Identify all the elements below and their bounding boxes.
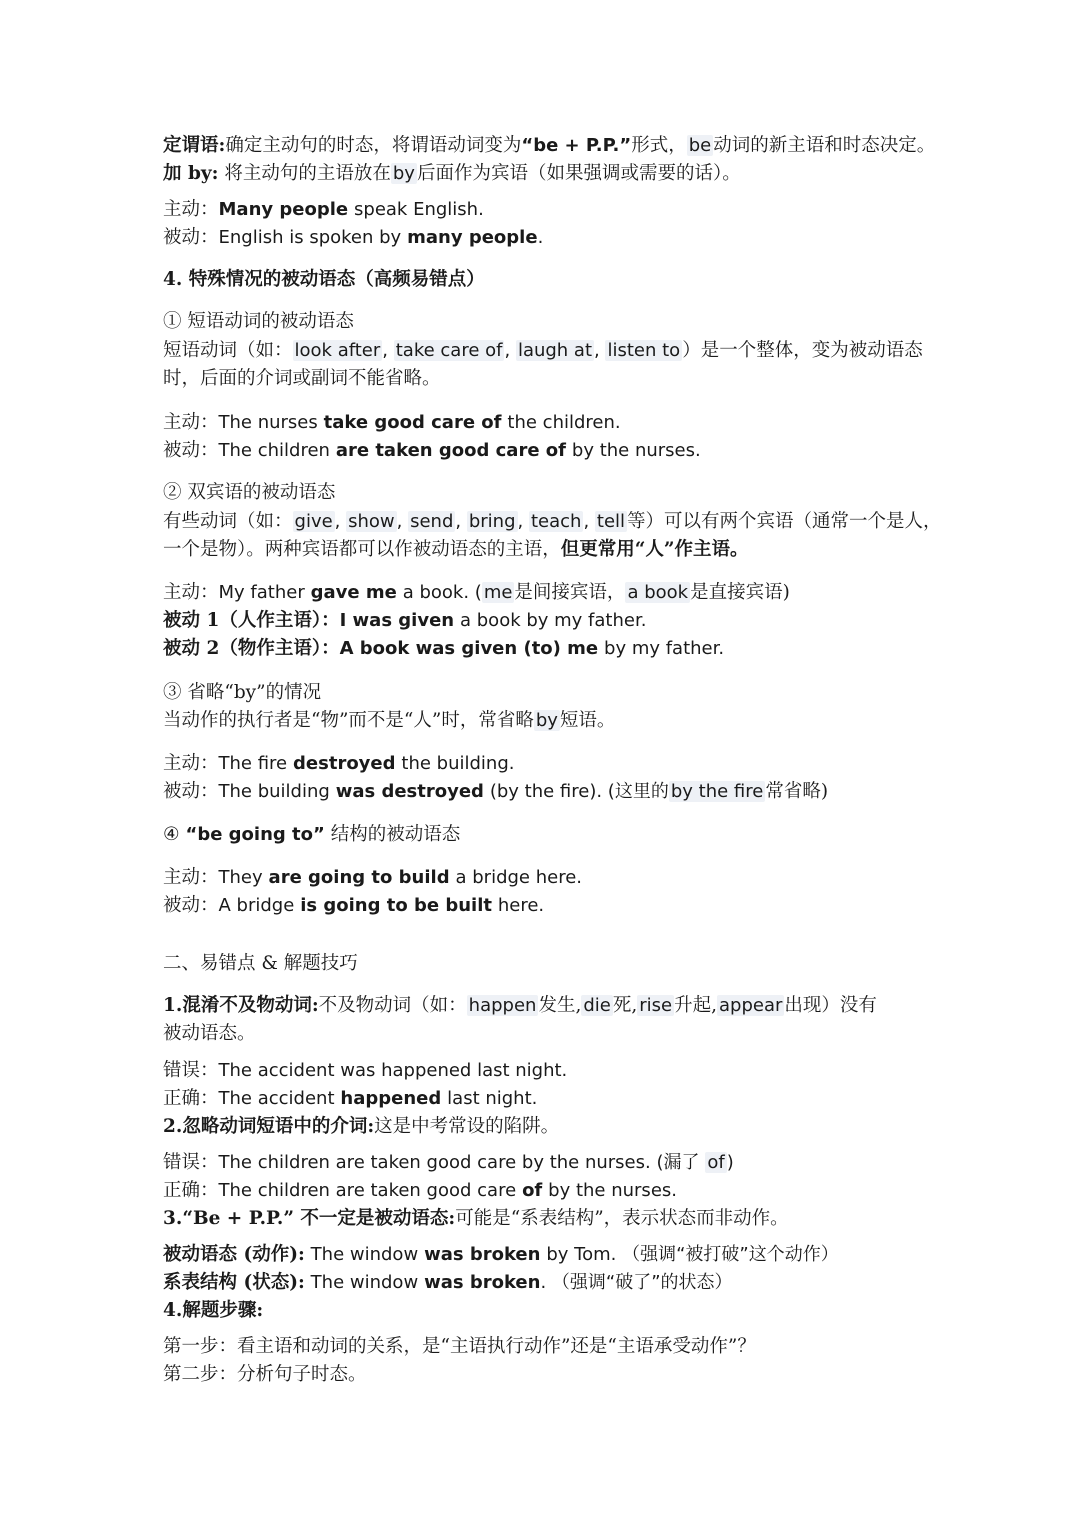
rule-predicate: 定谓语:确定主动句的时态，将谓语动词变为“be + P.P.”形式， be 动词的新主语和时态决定。 [163, 135, 936, 156]
part2-step2: 第二步：分析句子时态。 [163, 1364, 367, 1385]
s3-title: ③ 省略“by”的情况 [163, 682, 322, 703]
s3-desc: 当动作的执行者是“物”而不是“人”时，常省略 by 短语。 [163, 710, 616, 731]
s1-desc: 短语动词（如： look after , take care of , laugh at , listen to ）是一个整体，变为被动语态 [163, 340, 923, 361]
part2-e3-linking: 系表结构 (状态): The window was broken. （强调“破了”的状态） [163, 1272, 733, 1293]
s1-active: 主动：The nurses take good care of the children. [163, 412, 621, 433]
section4-title: 4. 特殊情况的被动语态（高频易错点） [163, 269, 485, 290]
part2-step1: 第一步：看主语和动词的关系，是“主语执行动作”还是“主语承受动作”？ [163, 1336, 756, 1357]
s2-passive2: 被动 2（物作主语）：A book was given (to) me by my father. [163, 638, 725, 659]
part2-point1: 1.混淆不及物动词:不及物动词（如： happen 发生, die 死, rise 升起, appear 出现）没有 [163, 995, 877, 1016]
s1-title: ① 短语动词的被动语态 [163, 311, 354, 332]
example1-passive: 被动：English is spoken by many people. [163, 227, 544, 248]
s1-desc-line2: 时，后面的介词或副词不能省略。 [163, 368, 441, 389]
s2-desc-line2: 一个是物）。两种宾语都可以作被动语态的主语，但更常用“人”作主语。 [163, 539, 749, 560]
part2-point3: 3.“Be + P.P.” 不一定是被动语态:可能是“系表结构”，表示状态而非动作。 [163, 1208, 789, 1229]
part2-e2-right: 正确：The children are taken good care of by the nurses. [163, 1180, 677, 1201]
s2-active: 主动：My father gave me a book. ( me 是间接宾语， a book 是直接宾语) [163, 582, 790, 603]
part2-e1-wrong: 错误：The accident was happened last night. [163, 1060, 568, 1081]
part2-e3-passive: 被动语态 (动作): The window was broken by Tom. （强调“被打破”这个动作） [163, 1244, 839, 1265]
s4-title: ④ “be going to” 结构的被动语态 [163, 824, 461, 845]
s4-active: 主动：They are going to build a bridge here. [163, 867, 582, 888]
rule-add-by: 加 by: 将主动句的主语放在 by 后面作为宾语（如果强调或需要的话）。 [163, 163, 741, 184]
s2-passive1: 被动 1（人作主语）：I was given a book by my father. [163, 610, 647, 631]
part2-e1-right: 正确：The accident happened last night. [163, 1088, 538, 1109]
part2-title: 二、易错点 & 解题技巧 [163, 953, 358, 974]
s2-title: ② 双宾语的被动语态 [163, 482, 336, 503]
s1-passive: 被动：The children are taken good care of by the nurses. [163, 440, 701, 461]
example1-active: 主动：Many people speak English. [163, 199, 484, 220]
part2-point4: 4.解题步骤: [163, 1300, 264, 1321]
part2-point1-line2: 被动语态。 [163, 1023, 256, 1044]
s3-passive: 被动：The building was destroyed (by the fire). (这里的 by the fire 常省略) [163, 781, 829, 802]
part2-e2-wrong: 错误：The children are taken good care by the nurses. (漏了 of ) [163, 1152, 734, 1173]
s3-active: 主动：The fire destroyed the building. [163, 753, 515, 774]
s2-desc: 有些动词（如： give , show , send , bring , teach , tell 等）可以有两个宾语（通常一个是人， [163, 511, 942, 532]
s4-passive: 被动：A bridge is going to be built here. [163, 895, 545, 916]
part2-point2: 2.忽略动词短语中的介词:这是中考常设的陷阱。 [163, 1116, 560, 1137]
